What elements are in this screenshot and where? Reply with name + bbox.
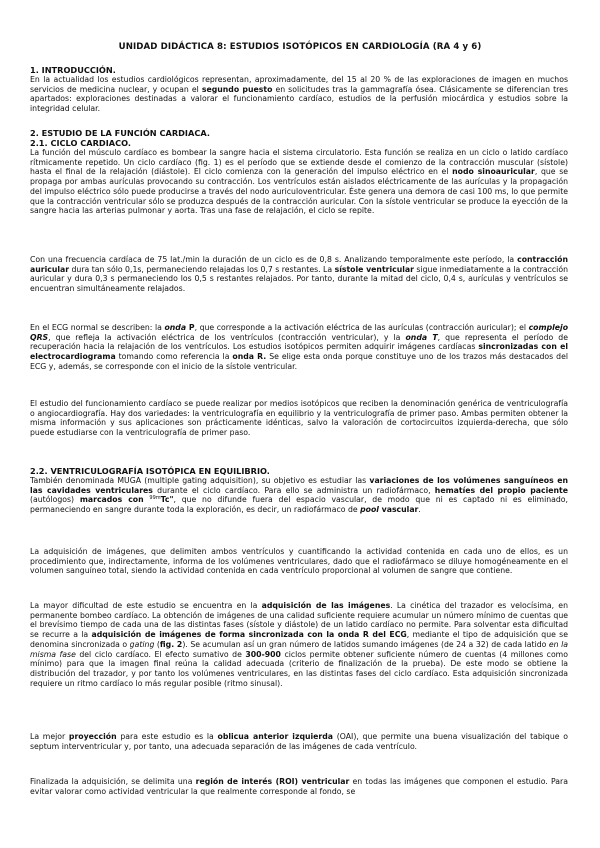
- paragraph-dificultad: La mayor dificultad de este estudio se encuentra en la adquisición de las imágenes. La cinética del trazador es velocísima, en permanente bombeo cardíaco. La obtención de imágenes de una calidad suficiente requiere acumular un número mínimo de cuentas que el brevísimo tiempo de cada una de las distintas fases (sístole y diástole) de un latido cardíaco no permite. Para solventar esta dificultad se recurre a la adquisición de imágenes de forma sincronizada con la onda R del ECG, mediante el tipo de adquisición que se denomina sincronizada o gating (fig. 2). Se acumulan así un gran número de latidos sumando imágenes (de 24 a 32) de cada latido en la misma fase del ciclo cardíaco. El efecto sumativo de 300-900 ciclos permite obtener suficiente número de cuentas (4 millones como mínimo) para que la imagen final reúna la calidad adecuada (criterio de finalización de la prueba). De este modo se obtiene la distribución del trazador, y por tanto los volúmenes ventriculares, en las distintas fases del ciclo cardíaco. Esta adquisición sincronizada requiere un ritmo cardíaco lo más regular posible (ritmo sinusal).: [30, 601, 569, 688]
- subsection-heading: 2.1. CICLO CARDIACO.: [30, 138, 131, 148]
- subsection-heading: 2.2. VENTRICULOGRAFÍA ISOTÓPICA EN EQUILIBRIO.: [30, 466, 270, 476]
- section-ventriculografia-equilibrio: [30, 466, 568, 515]
- paragraph-frecuencia: Con una frecuencia cardíaca de 75 lat./min la duración de un ciclo es de 0,8 s. Analizando temporalmente este período, la contracción auricular dura tan sólo 0,1s, permaneciendo relajadas los 0,7 s restantes. La sístole ventricular sigue inmediatamente a la contracción auricular y dura 0,3 s permaneciendo los 0,5 s restantes relajados. Por tanto, durante la mitad del ciclo, 0,4 s, aurículas y ventrículos se encuentran simultáneamente relajados.: [30, 255, 568, 294]
- section-introduccion: [30, 65, 568, 114]
- section-heading: 2. ESTUDIO DE LA FUNCIÓN CARDIACA.: [30, 128, 210, 138]
- paragraph-ecg: En el ECG normal se describen: la onda P, que corresponde a la activación eléctrica de las aurículas (contracción auricular); el complejo QRS, que refleja la activación eléctrica de los ventrículos (contracción ventricular), y la onda T, que representa el período de recuperación hacia la relajación de los ventrículos. Los estudios isotópicos permiten adquirir imágenes cardíacas sincronizadas con el electrocardiograma tomando como referencia la onda R. Se elige esta onda porque constituye uno de los trazos más destacados del ECG y, además, se corresponde con el inicio de la sístole ventricular.: [30, 323, 569, 371]
- paragraph-roi: Finalizada la adquisición, se delimita una región de interés (ROI) ventricular en todas las imágenes que componen el estudio. Para evitar valorar como actividad ventricular la que realmente corresponde al fondo, se: [30, 777, 568, 796]
- section-heading: 1. INTRODUCCIÓN.: [30, 65, 116, 75]
- paragraph: También denominada MUGA (multiple gating adquisition), su objetivo es estudiar las variaciones de los volúmenes sanguíneos en las cavidades ventriculares durante el ciclo cardíaco. Para ello se administra un radiofármaco, hematíes del propio paciente (autólogos) marcados con $^{99m}$Tc", que no difunde fuera del espacio vascular, de modo que ni es captado ni es eliminado, permaneciendo en sangre durante toda la exploración, es decir, un radiofármaco de pool vascular.: [30, 476, 569, 515]
- paragraph-adquisicion: La adquisición de imágenes, que delimiten ambos ventrículos y cuantificando la actividad contenida en cada uno de ellos, es un procedimiento que, indirectamente, informa de los volúmenes ventriculares, dado que el radiofármaco se diluye homogéneamente en el volumen sanguíneo total, siendo la actividad contenida en cada ventrículo proporcional al volumen de sangre que contiene.: [30, 547, 568, 576]
- paragraph-ventriculografia: El estudio del funcionamiento cardíaco se puede realizar por medios isotópicos que reciben la denominación genérica de ventriculografía o angiocardiografía. Hay dos variedades: la ventriculografía en equilibrio y la ventriculografía de primer paso. Ambas permiten obtener la misma información y sus aplicaciones son prácticamente idénticas, salvo la valoración de cortocircuitos izquierda-derecha, que sólo puede estudiarse con la ventriculografía de primer paso.: [30, 399, 568, 438]
- section-funcion-cardiaca: [30, 128, 568, 216]
- paragraph: En la actualidad los estudios cardiológicos representan, aproximadamente, del 15 al 20 % de las exploraciones de imagen en muchos servicios de medicina nuclear, y ocupan el segundo puesto en solicitudes tras la gammagrafía ósea. Clásicamente se diferencian tres apartados: exploraciones destinadas a valorar el funcionamiento cardíaco, estudios de la perfusión miocárdica y estudios sobre la integridad celular.: [30, 75, 568, 114]
- document-title: UNIDAD DIDÁCTICA 8: ESTUDIOS ISOTÓPICOS EN CARDIOLOGÍA (RA 4 y 6): [118, 42, 482, 52]
- paragraph: La función del músculo cardíaco es bombear la sangre hacia el sistema circulatorio. Esta función se realiza en un ciclo o latido cardíaco rítmicamente repetido. Un ciclo cardíaco (fig. 1) es el período que se extiende desde el comienzo de la contracción muscular (sístole) hasta el final de la relajación (diástole). El ciclo comienza con la generación del impulso eléctrico en el nodo sinoauricular, que se propaga por ambas aurículas provocando su contracción. Los ventrículos están aislados eléctricamente de las aurículas y la propagación del impulso eléctrico sólo puede producirse a través del nodo auriculoventricular. Éste genera una demora de casi 100 ms, lo que permite que la contracción ventricular sólo se produzca después de la contracción auricular. Con la sístole ventricular se produce la eyección de la sangre hacia las arterias pulmonar y aorta. Tras una fase de relajación, el ciclo se repite.: [30, 148, 568, 216]
- paragraph-proyeccion: La mejor proyección para este estudio es la oblicua anterior izquierda (OAI), que permite una buena visualización del tabique o septum interventricular y, por tanto, una adecuada separación de las imágenes de cada ventrículo.: [30, 732, 568, 751]
